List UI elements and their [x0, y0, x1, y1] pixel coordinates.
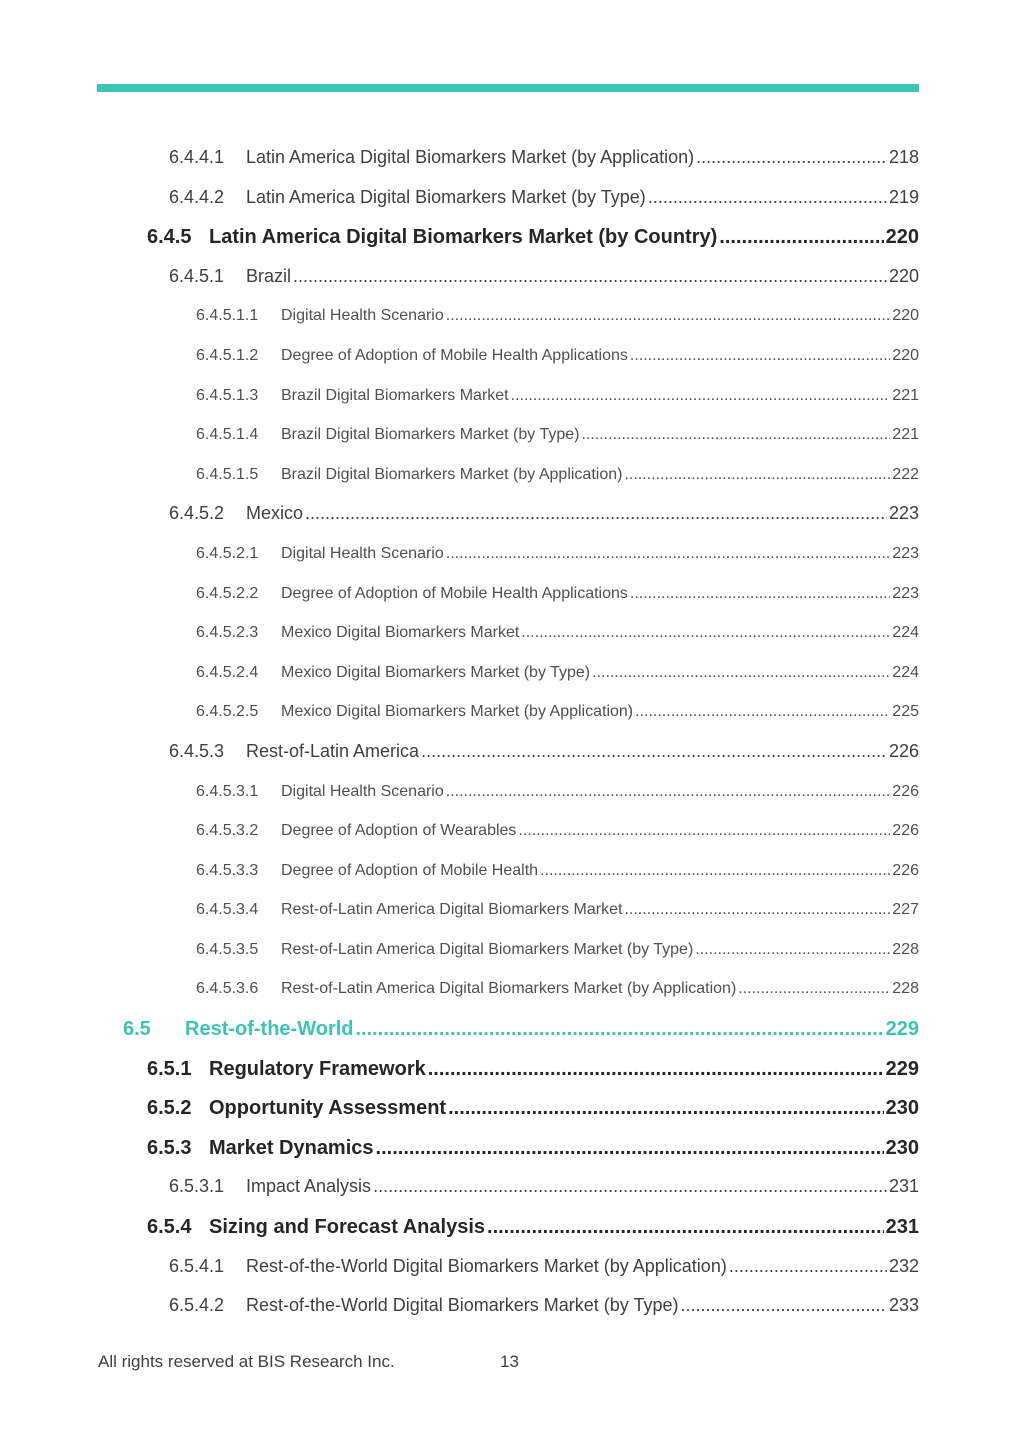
toc-entry-line[interactable]: [147, 226, 919, 249]
toc-entry-title[interactable]: Digital Health Scenario: [281, 782, 444, 800]
toc-entry[interactable]: [0, 535, 1023, 575]
toc-entry-line[interactable]: [196, 545, 919, 563]
toc-entry-title[interactable]: Impact Analysis: [246, 1176, 372, 1197]
toc-entry-number: 6.4.5: [147, 226, 192, 249]
toc-entry-number: 6.5.3: [147, 1136, 192, 1159]
toc-entry-title[interactable]: Latin America Digital Biomarkers Market (by Application): [246, 147, 695, 167]
toc-entry-page[interactable]: 223: [888, 503, 919, 524]
toc-dot-leader: [305, 503, 887, 524]
toc-entry-page[interactable]: 220: [885, 226, 919, 249]
toc-entry-line[interactable]: [196, 387, 919, 405]
toc-entry[interactable]: [0, 179, 1023, 219]
toc-entry[interactable]: [0, 1050, 1023, 1090]
toc-entry[interactable]: [0, 337, 1023, 377]
toc-entry-line[interactable]: [196, 703, 919, 721]
toc-entry-line[interactable]: [147, 1137, 919, 1160]
toc-entry-page[interactable]: 222: [892, 465, 919, 483]
toc-entry-line[interactable]: [169, 741, 919, 762]
toc-entry-number: 6.4.5.1.4: [196, 426, 259, 444]
toc-entry-title[interactable]: Rest-of-the-World Digital Biomarkers Market (by Application): [246, 1255, 727, 1276]
toc-dot-leader: [695, 941, 890, 959]
toc-entry-page[interactable]: 223: [892, 584, 919, 602]
toc-entry[interactable]: [0, 1208, 1023, 1248]
toc-entry-page[interactable]: 218: [888, 147, 919, 167]
toc-entry-number: 6.4.5.3.1: [196, 782, 259, 800]
toc-entry-page[interactable]: 220: [888, 265, 919, 286]
toc-dot-leader: [624, 466, 890, 484]
toc-entry-line[interactable]: [196, 466, 919, 484]
table-of-contents: [0, 139, 1023, 1327]
toc-dot-leader: [428, 1058, 884, 1081]
toc-entry-page[interactable]: 220: [892, 346, 919, 364]
toc-entry-title[interactable]: Market Dynamics: [209, 1136, 374, 1159]
toc-entry[interactable]: [0, 1129, 1023, 1169]
toc-entry-number: 6.4.5.1.2: [196, 346, 259, 364]
toc-entry[interactable]: [0, 1010, 1023, 1050]
toc-entry-page[interactable]: 221: [892, 426, 919, 444]
toc-entry-title[interactable]: Regulatory Framework: [209, 1057, 426, 1080]
toc-entry-page[interactable]: 231: [888, 1176, 919, 1197]
toc-entry[interactable]: [0, 377, 1023, 417]
toc-entry-page[interactable]: 229: [885, 1018, 919, 1041]
toc-dot-leader: [680, 1295, 886, 1316]
toc-entry-line[interactable]: [196, 901, 919, 919]
toc-entry-title[interactable]: Rest-of-Latin America: [246, 740, 420, 761]
toc-entry-line[interactable]: [196, 347, 919, 365]
toc-entry-number: 6.4.5.3.3: [196, 861, 259, 879]
toc-entry-number: 6.4.5.2.1: [196, 544, 259, 562]
toc-entry-title[interactable]: Latin America Digital Biomarkers Market (by Country): [209, 226, 718, 249]
toc-entry-number: 6.4.4.1: [169, 147, 225, 167]
toc-entry-line[interactable]: [196, 664, 919, 682]
toc-dot-leader: [356, 1018, 884, 1041]
toc-entry-number: 6.5.1: [147, 1057, 192, 1080]
header-accent-rule: [97, 84, 919, 92]
toc-dot-leader: [729, 1256, 887, 1277]
toc-entry-line[interactable]: [169, 1176, 919, 1197]
toc-entry-title[interactable]: Degree of Adoption of Wearables: [281, 822, 517, 840]
toc-entry[interactable]: [0, 139, 1023, 179]
toc-entry-line[interactable]: [196, 426, 919, 444]
toc-entry-title[interactable]: Rest-of-Latin America Digital Biomarkers Market (by Application): [281, 980, 737, 998]
toc-entry[interactable]: [0, 1168, 1023, 1208]
toc-entry-page[interactable]: 228: [892, 940, 919, 958]
toc-entry[interactable]: [0, 575, 1023, 615]
toc-entry-page[interactable]: 221: [892, 386, 919, 404]
toc-entry-page[interactable]: 230: [885, 1136, 919, 1159]
toc-entry-page[interactable]: 229: [885, 1057, 919, 1080]
toc-entry[interactable]: [0, 654, 1023, 694]
toc-entry-line[interactable]: [147, 1097, 919, 1120]
toc-dot-leader: [696, 147, 887, 168]
toc-entry[interactable]: [0, 1287, 1023, 1327]
toc-dot-leader: [293, 266, 887, 287]
toc-entry-title[interactable]: Rest-of-Latin America Digital Biomarkers Market: [281, 901, 623, 919]
toc-entry-title[interactable]: Degree of Adoption of Mobile Health: [281, 861, 539, 879]
toc-entry-page[interactable]: 231: [885, 1216, 919, 1239]
toc-entry-number: 6.4.5.1.1: [196, 307, 259, 325]
footer-page-number: 13: [500, 1352, 519, 1371]
toc-entry-number: 6.4.4.2: [169, 186, 225, 207]
toc-entry-page[interactable]: 228: [892, 980, 919, 998]
toc-entry-line[interactable]: [196, 624, 919, 642]
toc-entry[interactable]: [0, 258, 1023, 298]
toc-entry-title[interactable]: Mexico Digital Biomarkers Market (by Application): [281, 703, 634, 721]
toc-entry-title[interactable]: Sizing and Forecast Analysis: [209, 1216, 486, 1239]
toc-entry-number: 6.4.5.3: [169, 740, 225, 761]
toc-entry-line[interactable]: [196, 862, 919, 880]
toc-entry-number: 6.4.5.3.2: [196, 822, 259, 840]
toc-entry-number: 6.4.5.2.4: [196, 663, 259, 681]
toc-dot-leader: [630, 585, 890, 603]
toc-entry-number: 6.4.5.1: [169, 265, 225, 286]
toc-entry-number: 6.5: [123, 1018, 151, 1041]
toc-entry[interactable]: [0, 693, 1023, 733]
toc-entry-number: 6.4.5.3.6: [196, 980, 259, 998]
toc-entry-title[interactable]: Digital Health Scenario: [281, 307, 444, 325]
toc-entry[interactable]: [0, 614, 1023, 654]
toc-entry[interactable]: [0, 456, 1023, 496]
toc-entry-page[interactable]: 226: [892, 861, 919, 879]
toc-dot-leader: [635, 703, 890, 721]
toc-entry-page[interactable]: 224: [892, 663, 919, 681]
footer-copyright: All rights reserved at BIS Research Inc.: [98, 1352, 395, 1371]
toc-entry-line[interactable]: [169, 1256, 919, 1277]
toc-entry-page[interactable]: 232: [888, 1255, 919, 1276]
toc-entry-title[interactable]: Digital Health Scenario: [281, 544, 444, 562]
toc-dot-leader: [738, 980, 890, 998]
toc-entry-title[interactable]: Degree of Adoption of Mobile Health Applications: [281, 584, 628, 602]
toc-entry-title[interactable]: Opportunity Assessment: [209, 1097, 447, 1120]
toc-entry[interactable]: [0, 1248, 1023, 1288]
toc-dot-leader: [511, 387, 891, 405]
toc-entry-number: 6.4.5.2.3: [196, 624, 259, 642]
toc-entry-line[interactable]: [169, 266, 919, 287]
toc-dot-leader: [518, 822, 890, 840]
toc-entry-line[interactable]: [147, 1216, 919, 1239]
toc-dot-leader: [421, 741, 887, 762]
toc-entry-line[interactable]: [169, 187, 919, 208]
toc-entry[interactable]: [0, 297, 1023, 337]
toc-dot-leader: [487, 1216, 884, 1239]
toc-entry-line[interactable]: [196, 307, 919, 325]
toc-dot-leader: [624, 901, 890, 919]
toc-entry-number: 6.4.5.3.4: [196, 901, 259, 919]
toc-entry[interactable]: [0, 773, 1023, 813]
toc-entry-title[interactable]: Brazil: [246, 265, 292, 286]
toc-entry-line[interactable]: [196, 783, 919, 801]
toc-entry[interactable]: [0, 416, 1023, 456]
toc-entry-number: 6.5.3.1: [169, 1176, 225, 1197]
toc-entry-number: 6.4.5.2.2: [196, 584, 259, 602]
toc-entry-title[interactable]: Degree of Adoption of Mobile Health Applications: [281, 346, 628, 364]
toc-entry-page[interactable]: 226: [888, 740, 919, 761]
toc-entry-line[interactable]: [169, 503, 919, 524]
toc-entry-number: 6.4.5.1.3: [196, 386, 259, 404]
toc-entry-number: 6.4.5.2: [169, 503, 225, 524]
toc-entry-number: 6.4.5.1.5: [196, 465, 259, 483]
toc-dot-leader: [446, 307, 891, 325]
toc-entry-line[interactable]: [196, 980, 919, 998]
toc-entry-number: 6.5.4.2: [169, 1295, 225, 1316]
toc-entry[interactable]: [0, 931, 1023, 971]
toc-entry-line[interactable]: [196, 822, 919, 840]
toc-entry-number: 6.4.5.2.5: [196, 703, 259, 721]
toc-entry-number: 6.5.2: [147, 1097, 192, 1120]
toc-entry[interactable]: [0, 852, 1023, 892]
toc-dot-leader: [592, 664, 890, 682]
toc-entry-number: 6.5.4: [147, 1216, 192, 1239]
toc-entry-page[interactable]: 219: [888, 186, 919, 207]
toc-dot-leader: [448, 1097, 884, 1120]
toc-dot-leader: [376, 1137, 884, 1160]
toc-entry-line[interactable]: [196, 941, 919, 959]
toc-entry-page[interactable]: 233: [888, 1295, 919, 1316]
toc-dot-leader: [373, 1176, 887, 1197]
toc-entry[interactable]: [0, 891, 1023, 931]
toc-dot-leader: [581, 426, 890, 444]
toc-entry-number: 6.4.5.3.5: [196, 940, 259, 958]
toc-entry-title[interactable]: Rest-of-the-World Digital Biomarkers Market (by Type): [246, 1295, 679, 1316]
toc-entry-page[interactable]: 226: [892, 822, 919, 840]
toc-entry-page[interactable]: 226: [892, 782, 919, 800]
toc-entry-line[interactable]: [169, 1295, 919, 1316]
toc-entry[interactable]: [0, 733, 1023, 773]
toc-entry-number: 6.5.4.1: [169, 1255, 225, 1276]
toc-dot-leader: [446, 545, 891, 563]
toc-entry-page[interactable]: 227: [892, 901, 919, 919]
toc-dot-leader: [630, 347, 890, 365]
toc-dot-leader: [521, 624, 890, 642]
toc-entry-title[interactable]: Rest-of-Latin America Digital Biomarkers Market (by Type): [281, 940, 694, 958]
toc-dot-leader: [648, 187, 887, 208]
toc-dot-leader: [540, 862, 890, 880]
toc-entry-page[interactable]: 223: [892, 544, 919, 562]
toc-entry-title[interactable]: Brazil Digital Biomarkers Market (by Type): [281, 426, 580, 444]
toc-entry[interactable]: [0, 812, 1023, 852]
toc-entry-title[interactable]: Brazil Digital Biomarkers Market: [281, 386, 509, 404]
toc-entry-page[interactable]: 225: [892, 703, 919, 721]
toc-entry-title[interactable]: Rest-of-the-World: [185, 1018, 354, 1041]
toc-entry[interactable]: [0, 1089, 1023, 1129]
toc-entry-title[interactable]: Latin America Digital Biomarkers Market (by Type): [246, 186, 646, 207]
toc-entry-line[interactable]: [169, 147, 919, 168]
toc-entry-title[interactable]: Mexico Digital Biomarkers Market: [281, 624, 520, 642]
toc-entry[interactable]: [0, 218, 1023, 258]
toc-entry-title[interactable]: Mexico: [246, 503, 304, 524]
toc-entry-line[interactable]: [196, 585, 919, 603]
toc-dot-leader: [446, 783, 891, 801]
toc-entry-page[interactable]: 220: [892, 307, 919, 325]
toc-entry-page[interactable]: 230: [885, 1097, 919, 1120]
toc-dot-leader: [719, 226, 883, 249]
toc-entry-line[interactable]: [147, 1058, 919, 1081]
toc-entry-title[interactable]: Mexico Digital Biomarkers Market (by Type): [281, 663, 591, 681]
toc-entry-line[interactable]: [123, 1018, 919, 1041]
toc-entry-page[interactable]: 224: [892, 624, 919, 642]
toc-entry[interactable]: [0, 495, 1023, 535]
toc-entry[interactable]: [0, 970, 1023, 1010]
toc-entry-title[interactable]: Brazil Digital Biomarkers Market (by Application): [281, 465, 623, 483]
